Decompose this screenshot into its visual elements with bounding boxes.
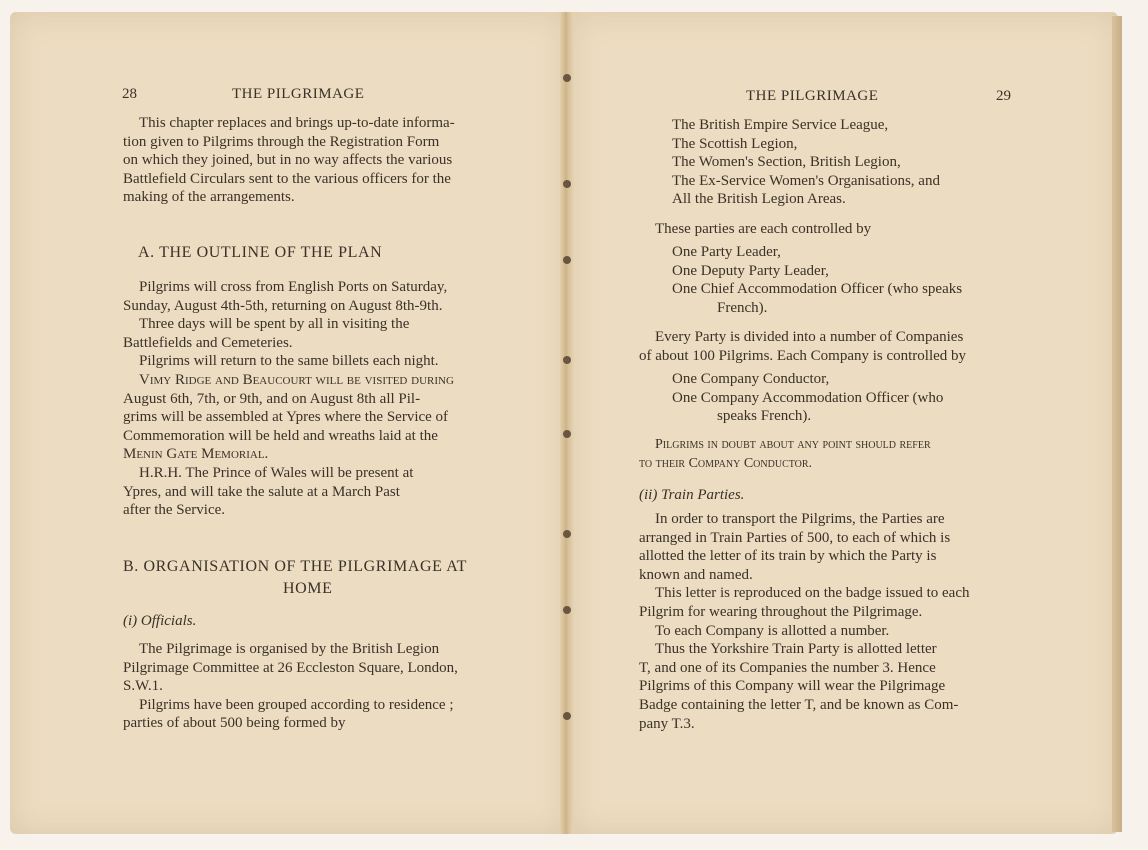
text-line: Pilgrims of this Company will wear the Pilgrimage <box>639 678 946 695</box>
text-line: Sunday, August 4th-5th, returning on August 8th-9th. <box>123 297 443 314</box>
text-line: This chapter replaces and brings up-to-date informa- <box>139 115 455 131</box>
page-edge <box>1112 16 1122 832</box>
text-line: Vimy Ridge and Beaucourt will be visited during <box>139 371 454 388</box>
text-line: arranged in Train Parties of 500, to each of which is <box>639 529 951 546</box>
list-item: The Women's Section, British Legion, <box>672 154 901 171</box>
text-line: To each Company is allotted a number. <box>655 622 890 639</box>
text-line: Battlefields and Cemeteries. <box>123 334 293 351</box>
notice-paragraph <box>639 436 931 473</box>
text-line: Ypres, and will take the salute at a March Past <box>123 483 400 500</box>
text-line: In order to transport the Pilgrims, the Parties are <box>655 511 945 527</box>
book-gutter <box>560 12 574 834</box>
binding-stitch <box>563 256 571 264</box>
text-line: Pilgrims will return to the same billets each night. <box>139 353 439 370</box>
list-item: The British Empire Service League, <box>672 117 889 133</box>
list-item: One Deputy Party Leader, <box>672 262 829 279</box>
binding-stitch <box>563 606 571 614</box>
binding-stitch <box>563 530 571 538</box>
text-line: to their Company Conductor. <box>639 455 813 471</box>
binding-stitch <box>563 430 571 438</box>
text-line: tion given to Pilgrims through the Registration Form <box>123 133 440 150</box>
list-item: The Ex-Service Women's Organisations, and <box>672 172 940 189</box>
text-line: S.W.1. <box>123 678 163 695</box>
section-heading-a: A. THE OUTLINE OF THE PLAN <box>138 244 383 261</box>
text-line: after the Service. <box>123 502 226 519</box>
list-item: French). <box>717 299 768 316</box>
text-line: allotted the letter of its train by which the Party is <box>639 548 937 565</box>
list-item: The Scottish Legion, <box>672 135 798 152</box>
text-line: Every Party is divided into a number of Companies <box>655 329 964 345</box>
company-officers-list <box>672 370 943 426</box>
leaders-list <box>672 243 962 317</box>
text-line: T, and one of its Companies the number 3. Hence <box>639 659 936 676</box>
list-item: One Chief Accommodation Officer (who speaks <box>672 281 963 298</box>
text-line: Pilgrims have been grouped according to residence ; <box>139 696 454 713</box>
text-line: The Pilgrimage is organised by the British Legion <box>139 641 440 657</box>
list-item: One Company Accommodation Officer (who <box>672 389 944 406</box>
binding-stitch <box>563 712 571 720</box>
text-line: Badge containing the letter T, and be known as Com- <box>639 696 959 713</box>
binding-stitch <box>563 180 571 188</box>
text-line: August 6th, 7th, or 9th, and on August 8th all Pil- <box>123 390 421 407</box>
text-line: Menin Gate Memorial. <box>123 446 269 463</box>
controlled-intro: These parties are each controlled by <box>655 221 872 237</box>
text-line: Commemoration will be held and wreaths laid at the <box>123 427 438 444</box>
train-parties-paragraph <box>639 510 969 733</box>
list-item: speaks French). <box>717 408 812 425</box>
companies-paragraph <box>639 328 966 365</box>
binding-stitch <box>563 74 571 82</box>
text-line: Battlefield Circulars sent to the various officers for the <box>123 170 451 187</box>
text-line: Pilgrim for wearing throughout the Pilgrimage. <box>639 603 923 620</box>
binding-stitch <box>563 356 571 364</box>
list-item: One Company Conductor, <box>672 371 830 387</box>
text-line: making of the arrangements. <box>123 189 295 206</box>
list-item: All the British Legion Areas. <box>672 191 846 208</box>
list-item: One Party Leader, <box>672 244 781 260</box>
page-number-right: 29 <box>996 88 1011 104</box>
train-parties-subheading: (ii) Train Parties. <box>639 487 745 503</box>
text-line: Thus the Yorkshire Train Party is allotted letter <box>655 641 937 658</box>
text-line: on which they joined, but in no way affects the various <box>123 152 453 169</box>
text-line: grims will be assembled at Ypres where the Service of <box>123 409 449 426</box>
text-line: Pilgrims will cross from English Ports on Saturday, <box>139 279 448 295</box>
text-line: Three days will be spent by all in visiting the <box>139 316 410 333</box>
text-line: pany T.3. <box>639 715 695 732</box>
plan-paragraph <box>123 278 499 520</box>
officials-subheading: (i) Officials. <box>123 613 197 629</box>
officials-paragraph <box>123 640 499 733</box>
text-line: Pilgrims in doubt about any point should refer <box>655 437 931 452</box>
running-head-right: THE PILGRIMAGE <box>746 88 879 104</box>
text-line: parties of about 500 being formed by <box>123 715 346 732</box>
running-head-left: THE PILGRIMAGE <box>232 86 365 102</box>
text-line: known and named. <box>639 566 753 583</box>
text-line: of about 100 Pilgrims. Each Company is controlled by <box>639 347 967 364</box>
intro-paragraph <box>123 114 499 207</box>
page-number-left: 28 <box>122 86 137 102</box>
text-line: Pilgrimage Committee at 26 Eccleston Square, London, <box>123 659 458 676</box>
section-heading-b: B. ORGANISATION OF THE PILGRIMAGE AT <box>123 558 467 575</box>
section-heading-b-continued: HOME <box>283 580 333 597</box>
text-line: H.R.H. The Prince of Wales will be present at <box>139 464 414 481</box>
text-line: This letter is reproduced on the badge issued to each <box>655 585 970 602</box>
organisations-list <box>672 116 940 209</box>
